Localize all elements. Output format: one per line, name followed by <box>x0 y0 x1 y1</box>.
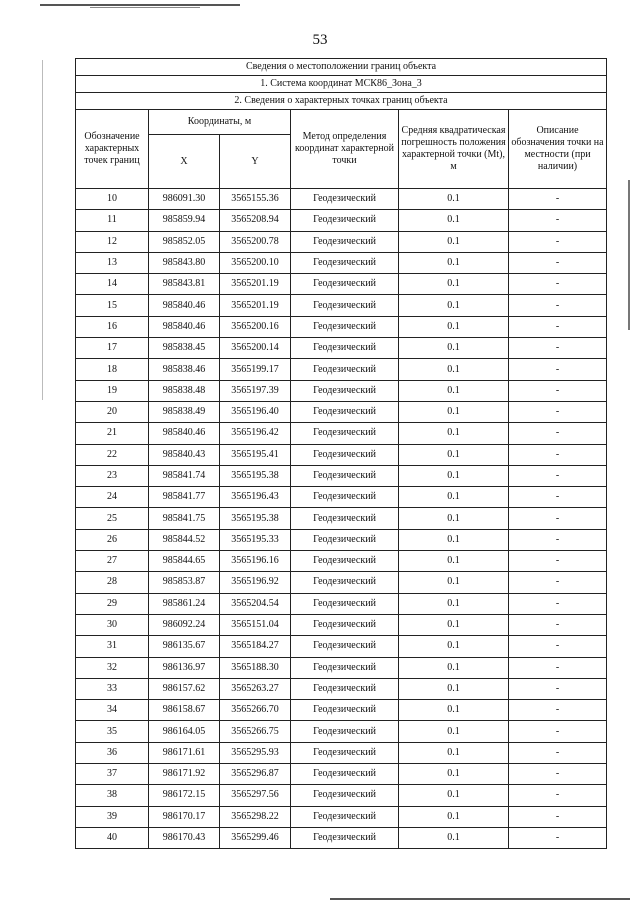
cell-point-number: 39 <box>76 806 149 827</box>
cell-method: Геодезический <box>291 359 399 380</box>
cell-method: Геодезический <box>291 764 399 785</box>
scan-artifact-bottom <box>330 898 630 900</box>
cell-x-coordinate: 985838.49 <box>149 401 220 422</box>
cell-y-coordinate: 3565200.10 <box>220 252 291 273</box>
section-title: 2. Сведения о характерных точках границ объекта <box>76 93 607 110</box>
table-row <box>76 827 607 848</box>
table-row <box>76 274 607 295</box>
table-row <box>76 338 607 359</box>
cell-x-coordinate: 985861.24 <box>149 593 220 614</box>
cell-method: Геодезический <box>291 657 399 678</box>
cell-x-coordinate: 985853.87 <box>149 572 220 593</box>
cell-method: Геодезический <box>291 572 399 593</box>
cell-description: - <box>509 551 607 572</box>
cell-point-number: 18 <box>76 359 149 380</box>
cell-y-coordinate: 3565197.39 <box>220 380 291 401</box>
cell-method: Геодезический <box>291 785 399 806</box>
page-number: 53 <box>312 32 328 48</box>
cell-x-coordinate: 985841.75 <box>149 508 220 529</box>
cell-y-coordinate: 3565200.16 <box>220 316 291 337</box>
cell-method: Геодезический <box>291 401 399 422</box>
table-row <box>76 785 607 806</box>
table-row <box>76 806 607 827</box>
cell-y-coordinate: 3565196.16 <box>220 551 291 572</box>
cell-description: - <box>509 465 607 486</box>
cell-y-coordinate: 3565201.19 <box>220 295 291 316</box>
cell-description: - <box>509 827 607 848</box>
cell-accuracy: 0.1 <box>399 678 509 699</box>
cell-accuracy: 0.1 <box>399 827 509 848</box>
cell-accuracy: 0.1 <box>399 423 509 444</box>
cell-description: - <box>509 359 607 380</box>
cell-y-coordinate: 3565196.40 <box>220 401 291 422</box>
cell-description: - <box>509 700 607 721</box>
cell-point-number: 11 <box>76 210 149 231</box>
scan-artifact-left <box>42 60 43 400</box>
cell-accuracy: 0.1 <box>399 295 509 316</box>
header-y: Y <box>220 135 291 189</box>
cell-method: Геодезический <box>291 295 399 316</box>
cell-y-coordinate: 3565299.46 <box>220 827 291 848</box>
cell-point-number: 34 <box>76 700 149 721</box>
cell-accuracy: 0.1 <box>399 231 509 252</box>
cell-description: - <box>509 678 607 699</box>
cell-x-coordinate: 986136.97 <box>149 657 220 678</box>
cell-y-coordinate: 3565200.14 <box>220 338 291 359</box>
cell-description: - <box>509 487 607 508</box>
cell-method: Геодезический <box>291 721 399 742</box>
cell-method: Геодезический <box>291 338 399 359</box>
cell-accuracy: 0.1 <box>399 785 509 806</box>
cell-y-coordinate: 3565296.87 <box>220 764 291 785</box>
header-x: X <box>149 135 220 189</box>
cell-x-coordinate: 985859.94 <box>149 210 220 231</box>
cell-point-number: 12 <box>76 231 149 252</box>
cell-accuracy: 0.1 <box>399 359 509 380</box>
cell-accuracy: 0.1 <box>399 444 509 465</box>
cell-point-number: 35 <box>76 721 149 742</box>
cell-method: Геодезический <box>291 529 399 550</box>
cell-method: Геодезический <box>291 700 399 721</box>
table-row <box>76 380 607 401</box>
cell-accuracy: 0.1 <box>399 316 509 337</box>
cell-description: - <box>509 189 607 210</box>
cell-point-number: 40 <box>76 827 149 848</box>
cell-x-coordinate: 985838.48 <box>149 380 220 401</box>
cell-method: Геодезический <box>291 231 399 252</box>
cell-method: Геодезический <box>291 487 399 508</box>
table-row <box>76 252 607 273</box>
cell-point-number: 28 <box>76 572 149 593</box>
cell-accuracy: 0.1 <box>399 572 509 593</box>
cell-description: - <box>509 785 607 806</box>
cell-y-coordinate: 3565195.38 <box>220 465 291 486</box>
cell-accuracy: 0.1 <box>399 700 509 721</box>
cell-description: - <box>509 210 607 231</box>
cell-description: - <box>509 657 607 678</box>
table-row <box>76 721 607 742</box>
cell-x-coordinate: 986170.17 <box>149 806 220 827</box>
cell-accuracy: 0.1 <box>399 657 509 678</box>
cell-point-number: 25 <box>76 508 149 529</box>
cell-accuracy: 0.1 <box>399 210 509 231</box>
cell-point-number: 10 <box>76 189 149 210</box>
cell-description: - <box>509 274 607 295</box>
table-row <box>76 764 607 785</box>
cell-y-coordinate: 3565199.17 <box>220 359 291 380</box>
cell-description: - <box>509 231 607 252</box>
coordinate-system: 1. Система координат МСК86_Зона_3 <box>76 76 607 93</box>
scan-artifact-top-secondary <box>90 7 200 8</box>
cell-point-number: 13 <box>76 252 149 273</box>
cell-x-coordinate: 985841.74 <box>149 465 220 486</box>
cell-method: Геодезический <box>291 189 399 210</box>
cell-y-coordinate: 3565195.33 <box>220 529 291 550</box>
cell-point-number: 33 <box>76 678 149 699</box>
cell-point-number: 37 <box>76 764 149 785</box>
cell-method: Геодезический <box>291 614 399 635</box>
cell-y-coordinate: 3565196.92 <box>220 572 291 593</box>
cell-method: Геодезический <box>291 274 399 295</box>
cell-x-coordinate: 986158.67 <box>149 700 220 721</box>
cell-accuracy: 0.1 <box>399 742 509 763</box>
cell-accuracy: 0.1 <box>399 487 509 508</box>
table-row <box>76 359 607 380</box>
cell-description: - <box>509 423 607 444</box>
cell-method: Геодезический <box>291 210 399 231</box>
cell-y-coordinate: 3565196.42 <box>220 423 291 444</box>
table-row <box>76 465 607 486</box>
cell-y-coordinate: 3565208.94 <box>220 210 291 231</box>
cell-description: - <box>509 380 607 401</box>
cell-method: Геодезический <box>291 827 399 848</box>
scan-artifact-top <box>40 4 240 6</box>
cell-accuracy: 0.1 <box>399 593 509 614</box>
table-row <box>76 593 607 614</box>
table-row <box>76 423 607 444</box>
cell-y-coordinate: 3565298.22 <box>220 806 291 827</box>
cell-method: Геодезический <box>291 806 399 827</box>
cell-accuracy: 0.1 <box>399 529 509 550</box>
table-row <box>76 210 607 231</box>
table-row <box>76 231 607 252</box>
cell-method: Геодезический <box>291 444 399 465</box>
cell-x-coordinate: 985841.77 <box>149 487 220 508</box>
cell-x-coordinate: 985840.43 <box>149 444 220 465</box>
cell-method: Геодезический <box>291 423 399 444</box>
cell-accuracy: 0.1 <box>399 636 509 657</box>
cell-method: Геодезический <box>291 508 399 529</box>
cell-accuracy: 0.1 <box>399 189 509 210</box>
cell-point-number: 23 <box>76 465 149 486</box>
cell-description: - <box>509 764 607 785</box>
table-row <box>76 572 607 593</box>
cell-x-coordinate: 986091.30 <box>149 189 220 210</box>
cell-accuracy: 0.1 <box>399 274 509 295</box>
cell-y-coordinate: 3565200.78 <box>220 231 291 252</box>
cell-accuracy: 0.1 <box>399 338 509 359</box>
cell-method: Геодезический <box>291 678 399 699</box>
cell-point-number: 21 <box>76 423 149 444</box>
table-row <box>76 657 607 678</box>
cell-y-coordinate: 3565184.27 <box>220 636 291 657</box>
cell-y-coordinate: 3565195.38 <box>220 508 291 529</box>
table-title: Сведения о местоположении границ объекта <box>76 59 607 76</box>
cell-x-coordinate: 985844.65 <box>149 551 220 572</box>
scan-artifact-right <box>628 180 630 330</box>
table-row <box>76 487 607 508</box>
boundary-points-table <box>75 58 607 849</box>
cell-y-coordinate: 3565204.54 <box>220 593 291 614</box>
cell-method: Геодезический <box>291 593 399 614</box>
cell-description: - <box>509 508 607 529</box>
table-row <box>76 742 607 763</box>
cell-y-coordinate: 3565263.27 <box>220 678 291 699</box>
table-row <box>76 444 607 465</box>
cell-point-number: 16 <box>76 316 149 337</box>
cell-description: - <box>509 401 607 422</box>
table-row <box>76 401 607 422</box>
cell-x-coordinate: 985838.46 <box>149 359 220 380</box>
cell-accuracy: 0.1 <box>399 252 509 273</box>
cell-x-coordinate: 986171.92 <box>149 764 220 785</box>
cell-point-number: 38 <box>76 785 149 806</box>
table-row <box>76 551 607 572</box>
cell-x-coordinate: 985838.45 <box>149 338 220 359</box>
cell-method: Геодезический <box>291 551 399 572</box>
cell-x-coordinate: 985840.46 <box>149 295 220 316</box>
table-row <box>76 636 607 657</box>
header-method: Метод определения координат характерной точки <box>291 110 399 189</box>
cell-accuracy: 0.1 <box>399 614 509 635</box>
table-body <box>76 59 607 849</box>
cell-accuracy: 0.1 <box>399 380 509 401</box>
cell-description: - <box>509 338 607 359</box>
cell-point-number: 24 <box>76 487 149 508</box>
cell-method: Геодезический <box>291 636 399 657</box>
cell-description: - <box>509 252 607 273</box>
cell-point-number: 26 <box>76 529 149 550</box>
table-row <box>76 678 607 699</box>
cell-point-number: 36 <box>76 742 149 763</box>
cell-accuracy: 0.1 <box>399 465 509 486</box>
cell-description: - <box>509 614 607 635</box>
cell-accuracy: 0.1 <box>399 764 509 785</box>
cell-description: - <box>509 316 607 337</box>
cell-method: Геодезический <box>291 380 399 401</box>
cell-y-coordinate: 3565155.36 <box>220 189 291 210</box>
table-row <box>76 529 607 550</box>
cell-y-coordinate: 3565266.75 <box>220 721 291 742</box>
cell-x-coordinate: 986092.24 <box>149 614 220 635</box>
cell-description: - <box>509 295 607 316</box>
cell-description: - <box>509 444 607 465</box>
cell-x-coordinate: 985843.80 <box>149 252 220 273</box>
cell-method: Геодезический <box>291 465 399 486</box>
cell-accuracy: 0.1 <box>399 806 509 827</box>
cell-method: Геодезический <box>291 316 399 337</box>
cell-y-coordinate: 3565295.93 <box>220 742 291 763</box>
cell-accuracy: 0.1 <box>399 508 509 529</box>
cell-x-coordinate: 985843.81 <box>149 274 220 295</box>
cell-accuracy: 0.1 <box>399 721 509 742</box>
cell-method: Геодезический <box>291 252 399 273</box>
cell-y-coordinate: 3565297.56 <box>220 785 291 806</box>
cell-x-coordinate: 986157.62 <box>149 678 220 699</box>
cell-description: - <box>509 742 607 763</box>
cell-description: - <box>509 593 607 614</box>
table-row <box>76 189 607 210</box>
cell-x-coordinate: 985840.46 <box>149 316 220 337</box>
header-coordinates: Координаты, м <box>149 110 291 135</box>
cell-description: - <box>509 806 607 827</box>
table-row <box>76 508 607 529</box>
cell-y-coordinate: 3565196.43 <box>220 487 291 508</box>
cell-description: - <box>509 636 607 657</box>
cell-point-number: 31 <box>76 636 149 657</box>
header-point-designation: Обозначение характерных точек границ <box>76 110 149 189</box>
cell-point-number: 30 <box>76 614 149 635</box>
cell-point-number: 17 <box>76 338 149 359</box>
cell-accuracy: 0.1 <box>399 401 509 422</box>
cell-accuracy: 0.1 <box>399 551 509 572</box>
cell-x-coordinate: 985840.46 <box>149 423 220 444</box>
cell-y-coordinate: 3565201.19 <box>220 274 291 295</box>
cell-x-coordinate: 986164.05 <box>149 721 220 742</box>
table-row <box>76 295 607 316</box>
cell-x-coordinate: 985852.05 <box>149 231 220 252</box>
cell-y-coordinate: 3565188.30 <box>220 657 291 678</box>
cell-method: Геодезический <box>291 742 399 763</box>
cell-point-number: 19 <box>76 380 149 401</box>
header-description: Описание обозначения точки на местности (при наличии) <box>509 110 607 189</box>
cell-x-coordinate: 985844.52 <box>149 529 220 550</box>
table-row <box>76 614 607 635</box>
table-row <box>76 316 607 337</box>
cell-description: - <box>509 721 607 742</box>
cell-y-coordinate: 3565266.70 <box>220 700 291 721</box>
cell-point-number: 29 <box>76 593 149 614</box>
cell-point-number: 20 <box>76 401 149 422</box>
cell-point-number: 27 <box>76 551 149 572</box>
cell-x-coordinate: 986135.67 <box>149 636 220 657</box>
cell-x-coordinate: 986172.15 <box>149 785 220 806</box>
cell-x-coordinate: 986171.61 <box>149 742 220 763</box>
cell-description: - <box>509 572 607 593</box>
header-accuracy: Средняя квадратическая погрешность положения характерной точки (Mt), м <box>399 110 509 189</box>
cell-point-number: 14 <box>76 274 149 295</box>
cell-y-coordinate: 3565151.04 <box>220 614 291 635</box>
cell-x-coordinate: 986170.43 <box>149 827 220 848</box>
cell-point-number: 32 <box>76 657 149 678</box>
cell-point-number: 15 <box>76 295 149 316</box>
table-row <box>76 700 607 721</box>
cell-point-number: 22 <box>76 444 149 465</box>
cell-description: - <box>509 529 607 550</box>
cell-y-coordinate: 3565195.41 <box>220 444 291 465</box>
